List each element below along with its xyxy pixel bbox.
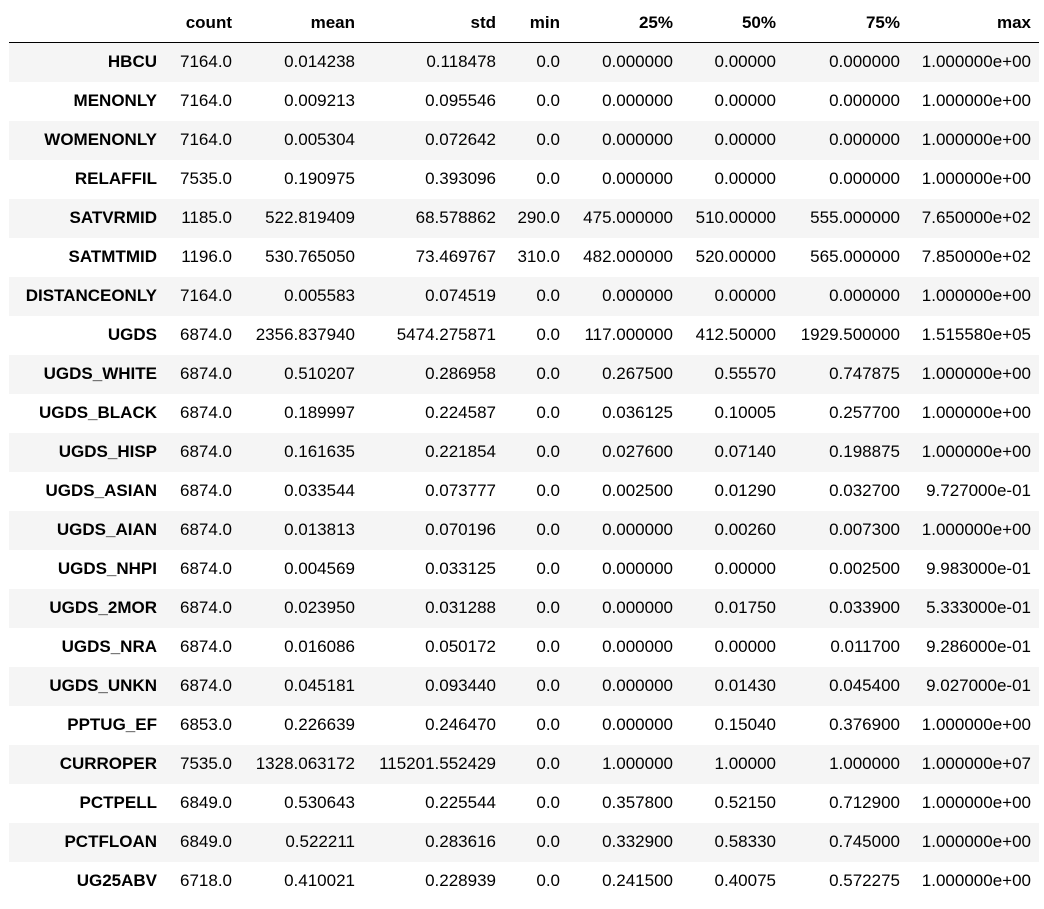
table-cell: 0.007300 (829, 520, 900, 539)
table-cell: 0.01750 (714, 598, 776, 617)
table-cell: 0.00000 (714, 637, 776, 656)
table-cell: 0.0 (536, 598, 560, 617)
table-cell: 0.045400 (829, 676, 900, 695)
table-cell: 0.246470 (425, 715, 496, 734)
table-cell: 1.000000e+07 (921, 754, 1031, 773)
table-cell: 0.410021 (284, 871, 355, 890)
table-cell: 0.072642 (425, 130, 496, 149)
table-cell: 0.000000 (829, 286, 900, 305)
column-header: 25% (568, 4, 681, 43)
table-body (9, 43, 1039, 901)
table-cell: 0.000000 (602, 520, 673, 539)
table-cell: 0.000000 (602, 559, 673, 578)
table-cell: 0.00260 (714, 520, 776, 539)
table-cell: 0.58330 (714, 832, 776, 851)
row-label: UGDS_2MOR (49, 598, 157, 617)
table-cell: 0.0 (536, 130, 560, 149)
table-cell: 0.241500 (602, 871, 673, 890)
table-cell: 0.224587 (425, 403, 496, 422)
table-cell: 1.000000e+00 (921, 832, 1031, 851)
table-cell: 0.221854 (425, 442, 496, 461)
table-cell: 0.0 (536, 715, 560, 734)
table-cell: 0.002500 (602, 481, 673, 500)
table-cell: 117.000000 (584, 325, 673, 344)
table-cell: 0.01290 (714, 481, 776, 500)
table-row (9, 745, 1039, 784)
table-cell: 0.0 (536, 637, 560, 656)
table-cell: 0.52150 (714, 793, 776, 812)
table-cell: 0.572275 (829, 871, 900, 890)
table-cell: 0.530643 (284, 793, 355, 812)
table-row (9, 160, 1039, 199)
table-row (9, 511, 1039, 550)
table-row (9, 82, 1039, 121)
table-row (9, 823, 1039, 862)
table-cell: 0.510207 (284, 364, 355, 383)
table-cell: 9.727000e-01 (926, 481, 1031, 500)
table-cell: 0.009213 (284, 91, 355, 110)
table-cell: 0.000000 (602, 286, 673, 305)
table-row (9, 43, 1039, 82)
table-cell: 7535.0 (180, 169, 232, 188)
table-cell: 0.00000 (714, 559, 776, 578)
table-cell: 1.000000e+00 (921, 91, 1031, 110)
row-label: WOMENONLY (44, 130, 157, 149)
table-cell: 1.000000e+00 (921, 52, 1031, 72)
table-cell: 0.0 (536, 832, 560, 851)
table-cell: 0.023950 (284, 598, 355, 617)
row-label: CURROPER (59, 754, 157, 773)
table-cell: 6849.0 (180, 793, 232, 812)
table-cell: 0.00000 (714, 52, 776, 72)
table-cell: 7.650000e+02 (921, 208, 1031, 227)
row-label: UGDS_NHPI (57, 559, 157, 578)
row-label: UGDS_ASIAN (45, 481, 157, 500)
row-label: UGDS_AIAN (56, 520, 157, 539)
table-cell: 1.00000 (714, 754, 776, 773)
table-row (9, 706, 1039, 745)
table-cell: 0.093440 (425, 676, 496, 695)
table-cell: 0.190975 (284, 169, 355, 188)
table-cell: 0.0 (536, 364, 560, 383)
table-cell: 0.522211 (285, 832, 355, 851)
table-cell: 0.257700 (829, 403, 900, 422)
table-cell: 1.000000e+00 (921, 286, 1031, 305)
table-cell: 0.228939 (425, 871, 496, 890)
row-label: UGDS_NRA (61, 637, 157, 656)
table-cell: 0.000000 (602, 52, 673, 72)
table-cell: 1.000000e+00 (921, 403, 1031, 422)
table-cell: 482.000000 (583, 247, 673, 266)
row-label: HBCU (107, 52, 157, 72)
table-cell: 475.000000 (583, 208, 673, 227)
table-cell: 1.000000e+00 (921, 793, 1031, 812)
table-cell: 1929.500000 (800, 325, 900, 344)
table-row (9, 667, 1039, 706)
table-cell: 0.002500 (829, 559, 900, 578)
table-row (9, 394, 1039, 433)
column-header: 75% (784, 4, 908, 43)
table-cell: 290.0 (517, 208, 560, 227)
table-cell: 6874.0 (180, 403, 232, 422)
table-cell: 1.000000 (602, 754, 673, 773)
table-cell: 6874.0 (180, 520, 232, 539)
row-label: PPTUG_EF (67, 715, 157, 734)
table-cell: 0.095546 (425, 91, 496, 110)
column-header: count (165, 4, 240, 43)
table-cell: 0.033544 (284, 481, 355, 500)
table-row (9, 355, 1039, 394)
table-cell: 0.00000 (714, 130, 776, 149)
table-cell: 1.000000e+00 (921, 442, 1031, 461)
row-label: UGDS_UNKN (49, 676, 157, 695)
table-cell: 0.40075 (714, 871, 776, 890)
index-header (9, 4, 165, 43)
column-header: 50% (681, 4, 784, 43)
table-cell: 0.000000 (829, 130, 900, 149)
table-cell: 0.0 (536, 754, 560, 773)
table-cell: 1.000000 (829, 754, 900, 773)
table-cell: 6874.0 (180, 598, 232, 617)
table-cell: 0.000000 (602, 637, 673, 656)
table-row (9, 628, 1039, 667)
table-cell: 0.0 (536, 91, 560, 110)
table-cell: 555.000000 (810, 208, 900, 227)
table-cell: 0.0 (536, 793, 560, 812)
table-cell: 9.286000e-01 (926, 637, 1031, 656)
table-row (9, 784, 1039, 823)
table-cell: 6874.0 (180, 481, 232, 500)
table-cell: 7164.0 (180, 130, 232, 149)
table-cell: 6874.0 (180, 676, 232, 695)
table-cell: 0.000000 (602, 598, 673, 617)
header-row (9, 4, 1039, 43)
table-cell: 6874.0 (180, 364, 232, 383)
table-cell: 0.357800 (602, 793, 673, 812)
column-header: mean (240, 4, 363, 43)
table-cell: 1196.0 (181, 247, 232, 266)
table-cell: 1.000000e+00 (921, 715, 1031, 734)
row-label: MENONLY (73, 91, 157, 110)
table-cell: 5.333000e-01 (926, 598, 1031, 617)
table-cell: 1185.0 (181, 208, 232, 227)
table-cell: 68.578862 (415, 208, 496, 227)
row-label: UGDS_HISP (58, 442, 157, 461)
table-cell: 0.011700 (830, 637, 900, 656)
table-cell: 0.045181 (284, 676, 355, 695)
table-cell: 0.286958 (425, 364, 496, 383)
table-cell: 565.000000 (810, 247, 900, 266)
table-cell: 0.0 (536, 676, 560, 695)
table-cell: 0.0 (536, 169, 560, 188)
table-cell: 0.014238 (284, 52, 355, 72)
table-cell: 0.15040 (714, 715, 776, 734)
table-cell: 6853.0 (180, 715, 232, 734)
table-cell: 0.0 (536, 286, 560, 305)
table-cell: 0.016086 (284, 637, 355, 656)
table-cell: 1.000000e+00 (921, 364, 1031, 383)
table-cell: 6874.0 (180, 559, 232, 578)
table-cell: 0.00000 (714, 286, 776, 305)
row-label: UG25ABV (76, 871, 157, 890)
table-cell: 0.000000 (602, 130, 673, 149)
table-cell: 0.005304 (284, 130, 355, 149)
table-cell: 6874.0 (180, 325, 232, 344)
table-cell: 0.376900 (829, 715, 900, 734)
column-header: std (363, 4, 504, 43)
table-cell: 0.027600 (602, 442, 673, 461)
table-cell: 0.013813 (284, 520, 355, 539)
table-row (9, 550, 1039, 589)
table-row (9, 472, 1039, 511)
table-cell: 0.161635 (284, 442, 355, 461)
table-cell: 510.00000 (695, 208, 776, 227)
table-cell: 0.005583 (284, 286, 355, 305)
table-cell: 0.393096 (425, 169, 496, 188)
row-label: UGDS_BLACK (38, 403, 157, 422)
row-label: SATMTMID (68, 247, 157, 266)
table-cell: 0.000000 (829, 91, 900, 110)
table-cell: 9.983000e-01 (926, 559, 1031, 578)
table-cell: 1.000000e+00 (921, 130, 1031, 149)
table-cell: 0.10005 (714, 403, 776, 422)
table-cell: 0.332900 (602, 832, 673, 851)
table-cell: 7164.0 (180, 52, 232, 72)
table-cell: 7164.0 (180, 286, 232, 305)
table-cell: 0.55570 (714, 364, 776, 383)
table-row (9, 433, 1039, 472)
table-cell: 0.0 (536, 559, 560, 578)
row-label: PCTFLOAN (64, 832, 157, 851)
table-cell: 0.198875 (829, 442, 900, 461)
table-cell: 2356.837940 (255, 325, 355, 344)
table-cell: 310.0 (517, 247, 560, 266)
table-cell: 115201.552429 (379, 754, 496, 773)
dataframe-output (9, 4, 1039, 901)
table-cell: 520.00000 (695, 247, 776, 266)
table-cell: 0.031288 (425, 598, 496, 617)
table-cell: 0.267500 (602, 364, 673, 383)
table-cell: 0.032700 (829, 481, 900, 500)
row-label: SATVRMID (69, 208, 157, 227)
table-row (9, 589, 1039, 628)
table-row (9, 277, 1039, 316)
table-cell: 0.004569 (284, 559, 355, 578)
table-cell: 0.070196 (425, 520, 496, 539)
column-header: max (908, 4, 1039, 43)
table-cell: 7.850000e+02 (921, 247, 1031, 266)
table-cell: 0.000000 (602, 676, 673, 695)
table-cell: 0.745000 (829, 832, 900, 851)
table-cell: 1.000000e+00 (921, 871, 1031, 890)
table-cell: 0.036125 (602, 403, 673, 422)
table-cell: 0.07140 (714, 442, 776, 461)
table-row (9, 199, 1039, 238)
table-cell: 0.226639 (284, 715, 355, 734)
table-cell: 1328.063172 (255, 754, 355, 773)
table-cell: 0.033900 (829, 598, 900, 617)
row-label: UGDS (107, 325, 157, 344)
table-cell: 530.765050 (265, 247, 355, 266)
table-cell: 1.000000e+00 (921, 169, 1031, 188)
row-label: DISTANCEONLY (25, 286, 157, 305)
row-label: UGDS_WHITE (43, 364, 157, 383)
table-row (9, 862, 1039, 901)
table-cell: 1.000000e+00 (921, 520, 1031, 539)
table-cell: 0.074519 (425, 286, 496, 305)
table-cell: 0.000000 (602, 169, 673, 188)
table-row (9, 238, 1039, 277)
table-cell: 0.000000 (602, 715, 673, 734)
table-cell: 6874.0 (180, 442, 232, 461)
table-cell: 0.0 (536, 871, 560, 890)
column-header: min (504, 4, 568, 43)
table-header (9, 4, 1039, 43)
table-cell: 0.000000 (602, 91, 673, 110)
table-cell: 0.00000 (714, 169, 776, 188)
table-cell: 0.0 (536, 325, 560, 344)
table-cell: 0.225544 (425, 793, 496, 812)
table-cell: 0.0 (536, 520, 560, 539)
table-cell: 0.01430 (714, 676, 776, 695)
table-cell: 0.747875 (829, 364, 900, 383)
table-cell: 0.050172 (425, 637, 496, 656)
table-cell: 0.712900 (829, 793, 900, 812)
table-cell: 522.819409 (265, 208, 355, 227)
table-cell: 412.50000 (695, 325, 776, 344)
table-row (9, 121, 1039, 160)
table-cell: 73.469767 (415, 247, 496, 266)
table-cell: 0.000000 (829, 52, 900, 72)
table-cell: 0.0 (536, 52, 560, 72)
table-cell: 1.515580e+05 (921, 325, 1031, 344)
table-cell: 0.189997 (284, 403, 355, 422)
table-cell: 0.0 (536, 481, 560, 500)
table-row (9, 316, 1039, 355)
table-cell: 0.033125 (425, 559, 496, 578)
table-cell: 7164.0 (180, 91, 232, 110)
table-cell: 9.027000e-01 (926, 676, 1031, 695)
table-cell: 0.00000 (714, 91, 776, 110)
table-cell: 6874.0 (180, 637, 232, 656)
table-cell: 0.073777 (425, 481, 496, 500)
row-label: PCTPELL (79, 793, 157, 812)
table-cell: 0.118478 (426, 52, 496, 72)
table-cell: 6849.0 (180, 832, 232, 851)
table-cell: 7535.0 (180, 754, 232, 773)
table-cell: 5474.275871 (396, 325, 496, 344)
table-cell: 0.000000 (829, 169, 900, 188)
table-cell: 6718.0 (180, 871, 232, 890)
table-cell: 0.0 (536, 442, 560, 461)
table-cell: 0.283616 (425, 832, 496, 851)
table-cell: 0.0 (536, 403, 560, 422)
row-label: RELAFFIL (74, 169, 157, 188)
describe-table (9, 4, 1039, 901)
